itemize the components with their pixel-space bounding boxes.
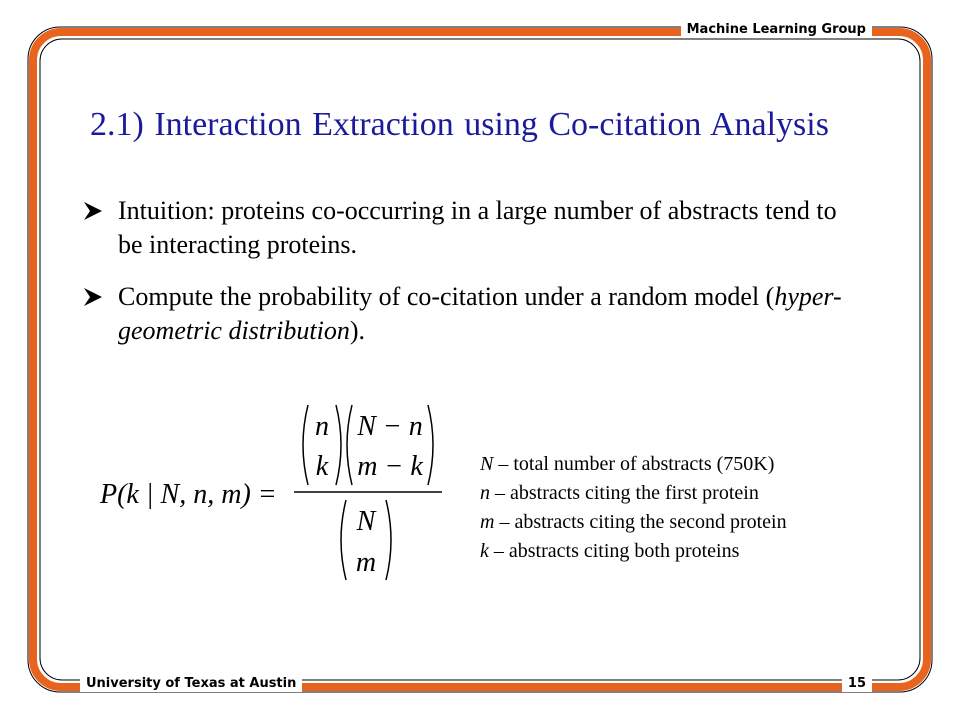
legend-desc: – abstracts citing both proteins <box>493 540 740 562</box>
legend-var: N <box>480 453 494 475</box>
formula-den-bottom: m <box>355 547 377 578</box>
legend-desc: – total number of abstracts (750K) <box>498 453 775 475</box>
formula-den-top: N <box>356 506 376 537</box>
formula-num-right-top: N − n <box>357 411 423 442</box>
arrow-bullet-icon <box>82 201 104 221</box>
formula-num-left-bottom: k <box>315 451 329 482</box>
slide-title: 2.1) Interaction Extraction using Co-citation Analysis <box>90 106 829 143</box>
legend-row <box>480 479 787 508</box>
bullet-item <box>82 194 862 262</box>
legend-var: m <box>480 511 495 533</box>
legend-row <box>480 450 787 479</box>
legend-desc: – abstracts citing the first protein <box>495 482 759 504</box>
formula-lhs: P(k | N, n, m) = <box>100 479 277 510</box>
legend-desc: – abstracts citing the second protein <box>499 511 787 533</box>
bullet-text: Intuition: proteins co-occurring in a large number of abstracts tend to be interacting proteins. <box>118 196 837 259</box>
arrow-bullet-icon <box>82 287 104 307</box>
header-group-label: Machine Learning Group <box>681 22 872 38</box>
bullet-text: Compute the probability of co-citation under a random model ( <box>118 282 775 311</box>
bullet-text-end: ). <box>349 316 365 345</box>
legend-row <box>480 537 787 566</box>
bullet-list <box>82 194 862 366</box>
formula-num-right-bottom: m − k <box>357 451 423 482</box>
page-number: 15 <box>842 676 872 692</box>
variable-legend <box>480 450 787 566</box>
bullet-italic-text: hyper-geometric distribution <box>118 282 842 345</box>
bullet-item <box>82 280 862 348</box>
legend-row <box>480 508 787 537</box>
legend-var: k <box>480 540 489 562</box>
legend-var: n <box>480 482 490 504</box>
formula-num-left-top: n <box>315 411 329 442</box>
hypergeometric-formula <box>90 395 450 585</box>
footer-university-label: University of Texas at Austin <box>80 676 302 692</box>
